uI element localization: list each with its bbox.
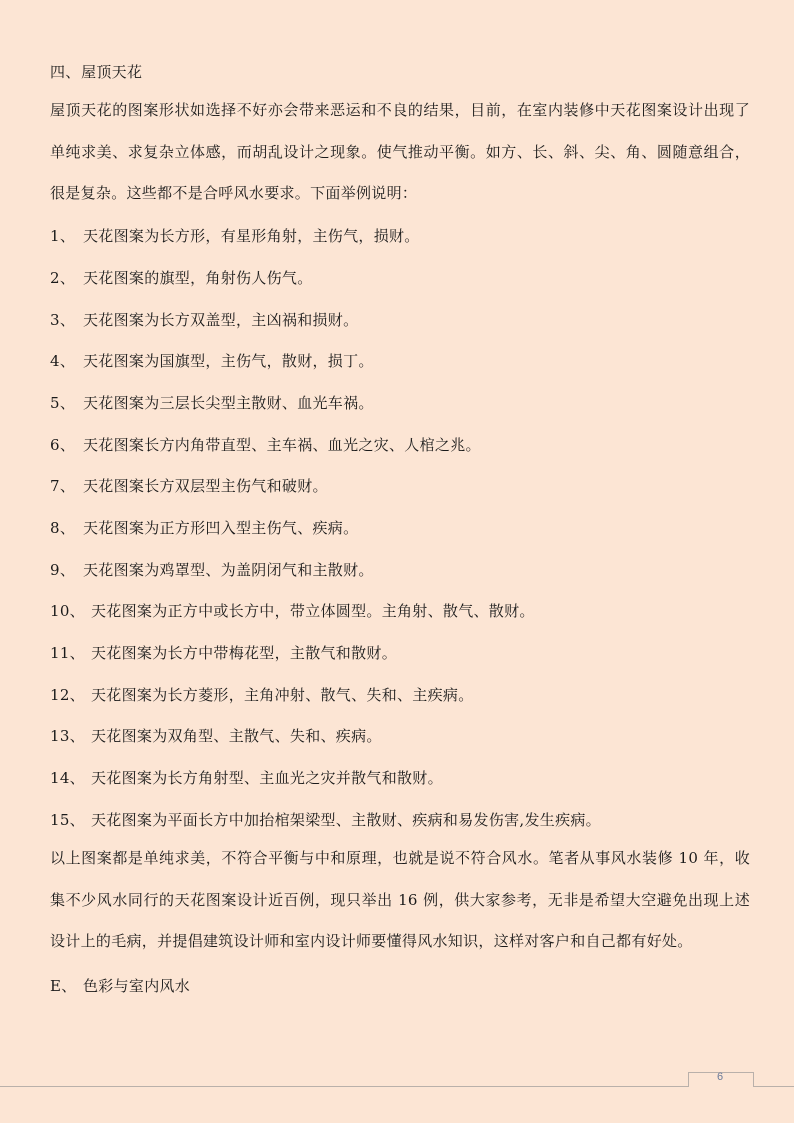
list-item-text: 天花图案的旗型，角射伤人伤气。: [83, 269, 313, 287]
conclusion-paragraph: 以上图案都是单纯求美，不符合平衡与中和原理，也就是说不符合风水。笔者从事风水装修 10 年，收集不少风水同行的天花图案设计近百例，现只举出 16 例，供大家参考，无非是希望大空避免出现上述设计上的毛病，并提倡建筑设计师和室内设计师要懂得风水知识，这样对客户和自己都有好处。: [50, 849, 750, 950]
list-item-text: 天花图案长方双层型主伤气和破财。: [83, 477, 328, 495]
list-item: [50, 518, 358, 538]
list-item-number: 1、: [50, 227, 76, 245]
list-item-text: 天花图案为长方双盖型，主凶祸和损财。: [83, 311, 359, 329]
next-section-heading-number: E、: [50, 977, 77, 995]
list-item: [50, 435, 481, 455]
list-item-text: 天花图案长方内角带直型、主车祸、血光之灾、人棺之兆。: [83, 436, 481, 454]
list-item: [50, 726, 382, 746]
intro-paragraph: 屋顶天花的图案形状如选择不好亦会带来恶运和不良的结果，目前，在室内装修中天花图案设计出现了单纯求美、求复杂立体感，而胡乱设计之现象。使气推动平衡。如方、长、斜、尖、角、圆随意组合，很是复杂。这些都不是合呼风水要求。下面举例说明：: [50, 101, 750, 202]
list-item: [50, 226, 420, 246]
list-item-text: 天花图案为双角型、主散气、失和、疾病。: [91, 727, 382, 745]
list-item-number: 12、: [50, 686, 85, 704]
list-item-text: 天花图案为正方中或长方中，带立体圆型。主角射、散气、散财。: [91, 602, 535, 620]
list-item-number: 7、: [50, 477, 76, 495]
list-item: [50, 310, 358, 330]
list-item-text: 天花图案为国旗型，主伤气，散财，损丁。: [83, 352, 374, 370]
list-item-number: 8、: [50, 519, 76, 537]
list-item-text: 天花图案为长方形，有星形角射，主伤气，损财。: [83, 227, 420, 245]
list-item-number: 4、: [50, 352, 76, 370]
list-item-text: 天花图案为三层长尖型主散财、血光车祸。: [83, 394, 374, 412]
section-heading-number: 四、: [50, 63, 81, 81]
list-item-number: 9、: [50, 561, 76, 579]
list-item-number: 3、: [50, 311, 76, 329]
section-heading: [50, 62, 142, 82]
list-item-text: 天花图案为长方菱形，主角冲射、散气、失和、主疾病。: [91, 686, 474, 704]
list-item: [50, 351, 374, 371]
list-item: [50, 601, 535, 621]
next-section-heading-title: 色彩与室内风水: [83, 977, 191, 995]
list-item-number: 6、: [50, 436, 76, 454]
list-item-text: 天花图案为鸡罩型、为盖阴闭气和主散财。: [83, 561, 374, 579]
list-item: [50, 268, 313, 288]
list-item-text: 天花图案为平面长方中加抬棺架梁型、主散财、疾病和易发伤害,发生疾病。: [91, 811, 601, 829]
list-item: [50, 476, 328, 496]
list-item-number: 13、: [50, 727, 85, 745]
list-item-number: 10、: [50, 602, 85, 620]
section-heading-title: 屋顶天花: [81, 63, 143, 81]
page-number: 6: [716, 1071, 724, 1083]
list-item-text: 天花图案为长方中带梅花型，主散气和散财。: [91, 644, 398, 662]
list-item-number: 15、: [50, 811, 85, 829]
list-item-number: 2、: [50, 269, 76, 287]
next-section-heading: [50, 976, 190, 996]
list-item: [50, 810, 601, 830]
footer-divider: [0, 1086, 794, 1087]
list-item-number: 11、: [50, 644, 85, 662]
list-item-number: 14、: [50, 769, 85, 787]
list-item: [50, 768, 443, 788]
list-item: [50, 393, 374, 413]
list-item: [50, 560, 374, 580]
list-item-number: 5、: [50, 394, 76, 412]
list-item: [50, 685, 474, 705]
list-item-text: 天花图案为长方角射型、主血光之灾并散气和散财。: [91, 769, 443, 787]
list-item: [50, 643, 397, 663]
list-item-text: 天花图案为正方形凹入型主伤气、疾病。: [83, 519, 359, 537]
